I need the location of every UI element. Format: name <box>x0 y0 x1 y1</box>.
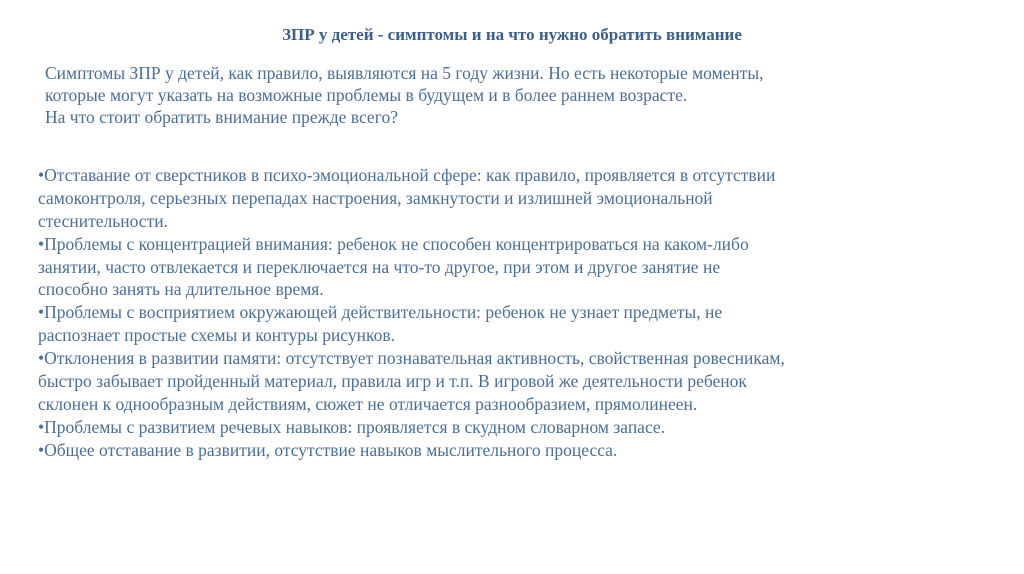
intro-line: которые могут указать на возможные проблемы в будущем и в более раннем возрасте. <box>45 85 688 105</box>
intro-line: Симптомы ЗПР у детей, как правило, выявляются на 5 году жизни. Но есть некоторые моменты, <box>45 63 764 83</box>
list-item-line: стеснительности. <box>38 210 168 231</box>
list-item-line: •Проблемы с развитием речевых навыков: проявляется в скудном словарном запасе. <box>38 416 666 437</box>
list-item-line: •Проблемы с восприятием окружающей действительности: ребенок не узнает предметы, не <box>38 302 723 323</box>
list-item-line: •Проблемы с концентрацией внимания: ребенок не способен концентрироваться на каком-либо <box>38 233 749 254</box>
list-item-line: занятии, часто отвлекается и переключается на что-то другое, при этом и другое занятие не <box>38 256 721 277</box>
intro-line: На что стоит обратить внимание прежде всего? <box>45 107 398 127</box>
list-item-line: •Общее отставание в развитии, отсутствие навыков мыслительного процесса. <box>38 439 618 460</box>
list-item-line: •Отставание от сверстников в психо-эмоциональной сфере: как правило, проявляется в отсутствии <box>38 165 776 185</box>
list-item-line: распознает простые схемы и контуры рисунков. <box>38 325 395 346</box>
list-item-line: •Отклонения в развитии памяти: отсутствует познавательная активность, свойственная ровесникам, <box>38 348 785 369</box>
list-item-line: способно занять на длительное время. <box>38 279 324 300</box>
symptom-list <box>38 164 998 462</box>
list-item-line: самоконтроля, серьезных перепадах настроения, замкнутости и излишней эмоциональной <box>38 187 713 208</box>
intro-paragraph <box>45 62 975 128</box>
list-item-line: быстро забывает пройденный материал, правила игр и т.п. В игровой же деятельности ребенок <box>38 371 747 392</box>
list-item-line: склонен к однообразным действиям, сюжет не отличается разнообразием, прямолинеен. <box>38 393 698 414</box>
slide-title: ЗПР у детей - симптомы и на что нужно обратить внимание <box>282 25 742 44</box>
